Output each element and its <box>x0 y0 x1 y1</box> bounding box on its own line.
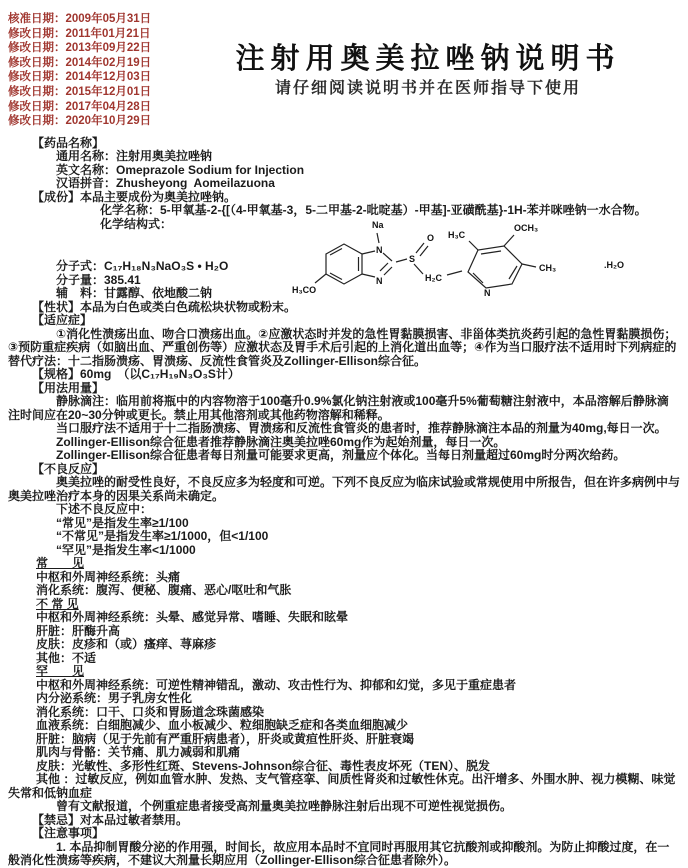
adverse-def-rare: “罕见”是指发生率<1/1000 <box>56 542 196 557</box>
revision-date: 修改日期：2015年12月01日 <box>8 85 152 98</box>
dosage-paragraph: Zollinger-Ellison综合征患者推荐静脉滴注奥美拉唑60mg作为起始剂量，每日一次。 <box>56 434 506 449</box>
structure-label-na: Na <box>372 219 384 230</box>
indications-body: ①消化性溃疡出血、吻合口溃疡出血。②应激状态时并发的急性胃黏膜损害、非甾体类抗炎药引起的急性胃黏膜损伤；③预防重症疾病（如脑出血、严重创伤等）应激状态及胃手术后引起的上消化道出血等；④作为当口服疗法不适用时下列病症的替代疗法：十二指肠溃疡、胃溃疡、反流性食管炎及Zollinger-Ellison综合征。 <box>8 326 677 368</box>
adverse-rare-item: 皮肤：光敏性、多形性红斑、Stevens-Johnson综合征、毒性表皮坏死（TEN）、脱发 <box>36 758 491 773</box>
adverse-common-header: 常 见 <box>36 556 85 571</box>
adverse-rare-item: 中枢和外周神经系统：可逆性精神错乱，激动、攻击性行为、抑郁和幻觉，多见于重症患者 <box>36 677 517 692</box>
adverse-intro: 奥美拉唑的耐受性良好，不良反应多为轻度和可逆。下列不良反应为临床试验或常规使用中所报告，但在许多病例中与奥美拉唑治疗本身的因果关系尚未确定。 <box>8 475 681 503</box>
revision-date: 修改日期：2020年10月29日 <box>8 115 152 128</box>
adverse-def-common: “常见”是指发生率≥1/100 <box>56 515 189 530</box>
leaflet-header <box>8 8 680 129</box>
adverse-common-item: 中枢和外周神经系统：头痛 <box>36 569 181 584</box>
section-strength: 【规格】60mg （以C₁₇H₁₉N₃O₃S计） <box>32 367 240 382</box>
chemical-structure-area <box>8 218 680 301</box>
pinyin-name: 汉语拼音：Zhusheyong Aomeilazuona <box>56 176 275 191</box>
chemical-name: 化学名称：5-甲氧基-2-{[（4-甲氧基-3，5-二甲基-2-吡啶基）-甲基]-亚磺酰基}-1H-苯并咪唑钠一水合物。 <box>100 203 647 218</box>
precautions-paragraph: 1. 本品抑制胃酸分泌的作用强，时间长，故应用本品时不宜同时再服用其它抗酸剂或抑酸剂。为防止抑酸过度，在一般消化性溃疡等疾病，不建议大剂量长期应用（Zollinger-Ellison综合征患者除外）。 <box>8 839 670 868</box>
structure-label-n3: N <box>484 287 491 298</box>
adverse-uncommon-item: 肝脏：肝酶升高 <box>36 623 121 638</box>
structure-label-n1: N <box>376 244 383 255</box>
section-properties: 【性状】本品为白色或类白色疏松块状物或粉末。 <box>32 299 297 314</box>
adverse-rare-item: 消化系统：口干、口炎和胃肠道念珠菌感染 <box>36 704 265 719</box>
revision-date: 修改日期：2014年02月19日 <box>8 56 152 69</box>
document-title: 注射用奥美拉唑钠说明书 <box>235 43 621 75</box>
adverse-rare-item: 肝脏：脑病（见于先前有严重肝病患者），肝炎或黄疸性肝炎、肝脏衰竭 <box>36 731 415 746</box>
structure-label-h3c: H₃C <box>448 229 466 240</box>
structure-label-ch3: CH₃ <box>539 262 557 273</box>
structure-label-s: S <box>409 253 416 264</box>
structure-label-och3: OCH₃ <box>514 222 539 233</box>
adverse-rare-item: 血液系统：白细胞减少、血小板减少、粒细胞缺乏症和各类血细胞减少 <box>36 718 409 733</box>
adverse-uncommon-header: 不 常 见 <box>36 596 79 611</box>
section-adverse-heading: 【不良反应】 <box>32 461 105 476</box>
structure-label-h2o: .H₂O <box>604 259 624 270</box>
revision-date: 修改日期：2011年01月21日 <box>8 27 151 40</box>
generic-name: 通用名称：注射用奥美拉唑钠 <box>56 149 213 164</box>
adverse-rare-header: 罕 见 <box>36 664 85 679</box>
title-block <box>176 8 680 100</box>
molecular-weight: 分子量：385.41 <box>56 272 141 287</box>
section-indications-heading: 【适应症】 <box>32 313 93 328</box>
dosage-paragraph: Zollinger-Ellison综合征患者每日剂量可能要求更高，剂量应个体化。当每日剂量超过60mg时分两次给药。 <box>56 448 626 463</box>
adverse-uncommon-item: 皮肤：皮疹和（或）瘙痒、荨麻疹 <box>36 637 217 652</box>
excipients: 辅 料：甘露醇、依地酸二钠 <box>56 286 213 301</box>
section-precautions-heading: 【注意事项】 <box>32 826 105 841</box>
english-name: 英文名称：Omeprazole Sodium for Injection <box>56 162 305 177</box>
adverse-report-paragraph: 曾有文献报道，个例重症患者接受高剂量奥美拉唑静脉注射后出现不可逆性视觉损伤。 <box>56 799 513 814</box>
dosage-paragraph: 当口服疗法不适用于十二指肠溃疡、胃溃疡和反流性食管炎的患者时，推荐静脉滴注本品的剂量为40mg,每日一次。 <box>56 421 667 436</box>
section-contraindication: 【禁忌】对本品过敏者禁用。 <box>32 812 189 827</box>
adverse-rare-item: 内分泌系统：男子乳房女性化 <box>36 691 193 706</box>
adverse-other-paragraph: 其他 ：过敏反应，例如血管水肿、发热、支气管痉挛、间质性肾炎和过敏性休克。出汗增多、外围水肿、视力模糊、味觉失常和低钠血症 <box>8 772 676 800</box>
adverse-def-uncommon: “不常见”是指发生率≥1/1000，但<1/100 <box>56 529 269 544</box>
structure-label-h3co: H₃CO <box>292 284 317 295</box>
leaflet-body <box>8 137 680 868</box>
revision-date: 修改日期：2014年12月03日 <box>8 71 152 84</box>
structure-label: 化学结构式： <box>100 216 173 231</box>
revision-date: 修改日期：2013年09月22日 <box>8 42 152 55</box>
structure-label-n2: N <box>376 275 383 286</box>
structure-label-h2c: H₂C <box>425 272 442 283</box>
section-composition-heading: 【成份】本品主要成份为奥美拉唑钠。 <box>32 189 237 204</box>
revision-date: 修改日期：2017年04月28日 <box>8 100 152 113</box>
adverse-common-item: 消化系统：腹泻、便秘、腹痛、恶心/呕吐和气胀 <box>36 583 292 598</box>
document-subtitle: 请仔细阅读说明书并在医师指导下使用 <box>274 80 581 97</box>
molecular-formula: 分子式：C₁₇H₁₈N₃NaO₃S • H₂O <box>56 259 229 274</box>
adverse-uncommon-item: 其他：不适 <box>36 650 97 665</box>
section-dosage-heading: 【用法用量】 <box>32 380 105 395</box>
dosage-paragraph: 静脉滴注：临用前将瓶中的内容物溶于100毫升0.9%氯化钠注射液或100毫升5%葡萄糖注射液中，本品溶解后静脉滴注时间应在20~30分钟或更长。禁止用其他溶剂或其他药物溶解和稀释。 <box>8 394 669 422</box>
section-drug-name-heading: 【药品名称】 <box>32 135 105 150</box>
chemical-structure-diagram <box>292 212 664 308</box>
structure-label-o: O <box>427 232 435 243</box>
adverse-uncommon-item: 中枢和外周神经系统：头晕、感觉异常、嗜睡、失眠和眩晕 <box>36 610 349 625</box>
revision-date-block <box>8 8 176 129</box>
adverse-rare-item: 肌肉与骨骼：关节痛、肌力减弱和肌痛 <box>36 745 241 760</box>
adverse-note: 下述不良反应中： <box>56 502 153 517</box>
approval-date: 核准日期：2009年05月31日 <box>8 13 152 25</box>
